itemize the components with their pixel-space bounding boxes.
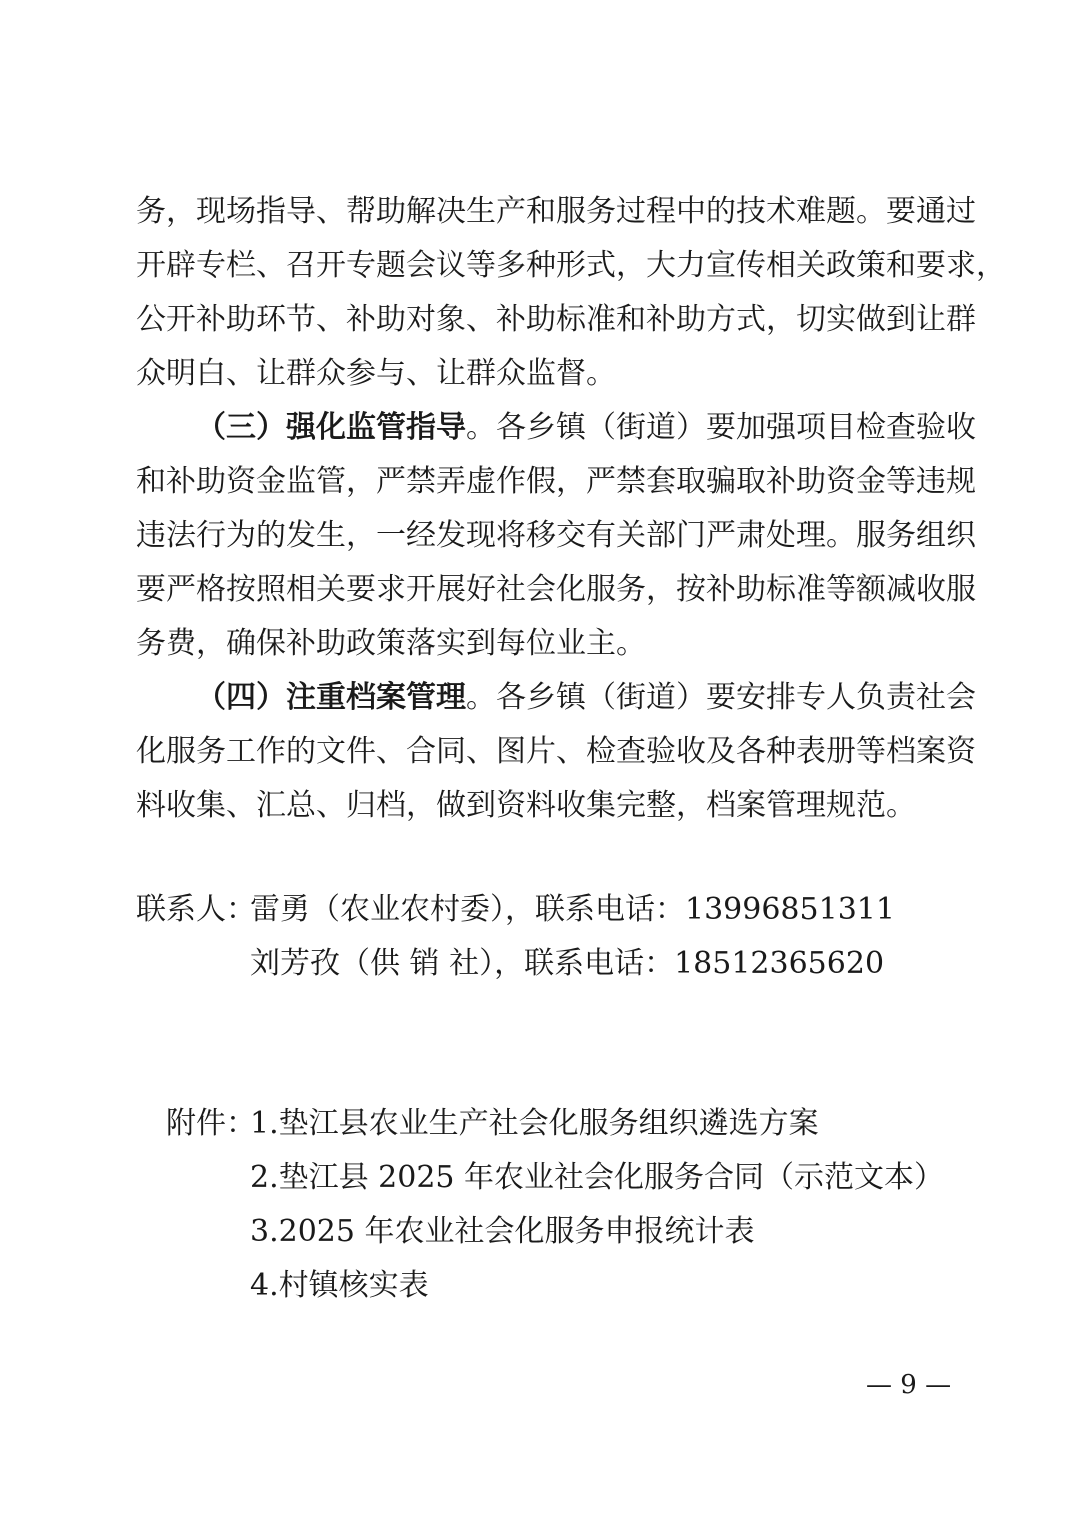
page-number: — 9 — [866,1370,952,1400]
body-line: 违法行为的发生，一经发现将移交有关部门严肃处理。服务组织 [136,518,976,553]
section3-first-rest: 。各乡镇（街道）要加强项目检查验收 [466,410,976,445]
body-line: 众明白、让群众参与、让群众监督。 [136,356,616,391]
body-line: 和补助资金监管，严禁弄虚作假，严禁套取骗取补助资金等违规 [136,464,976,499]
attachments-label: 附件： [166,1106,256,1141]
attachment-item: 4.村镇核实表 [250,1268,429,1303]
attachment-item: 1.垫江县农业生产社会化服务组织遴选方案 [250,1106,819,1141]
contact-item: 雷勇（农业农村委），联系电话：13996851311 [250,892,895,927]
body-line: 要严格按照相关要求开展好社会化服务，按补助标准等额减收服 [136,572,976,607]
contacts-label: 联系人： [136,892,256,927]
section4-first-rest: 。各乡镇（街道）要安排专人负责社会 [466,680,976,715]
body-line: 料收集、汇总、归档，做到资料收集完整，档案管理规范。 [136,788,916,823]
attachment-item: 2.垫江县 2025 年农业社会化服务合同（示范文本） [250,1160,945,1195]
section4-heading: （四）注重档案管理 [196,680,466,715]
body-line: 化服务工作的文件、合同、图片、检查验收及各种表册等档案资 [136,734,976,769]
body-line: 公开补助环节、补助对象、补助标准和补助方式，切实做到让群 [136,302,976,337]
attachment-item: 3.2025 年农业社会化服务申报统计表 [250,1214,755,1249]
section4-first-line [196,678,976,718]
section3-first-line [196,408,976,448]
body-line: 开辟专栏、召开专题会议等多种形式，大力宣传相关政策和要求， [136,248,1006,283]
contact-item: 刘芳孜（供 销 社），联系电话：18512365620 [250,946,885,981]
body-line: 务费，确保补助政策落实到每位业主。 [136,626,646,661]
body-line: 务，现场指导、帮助解决生产和服务过程中的技术难题。要通过 [136,194,976,229]
section3-heading: （三）强化监管指导 [196,410,466,445]
